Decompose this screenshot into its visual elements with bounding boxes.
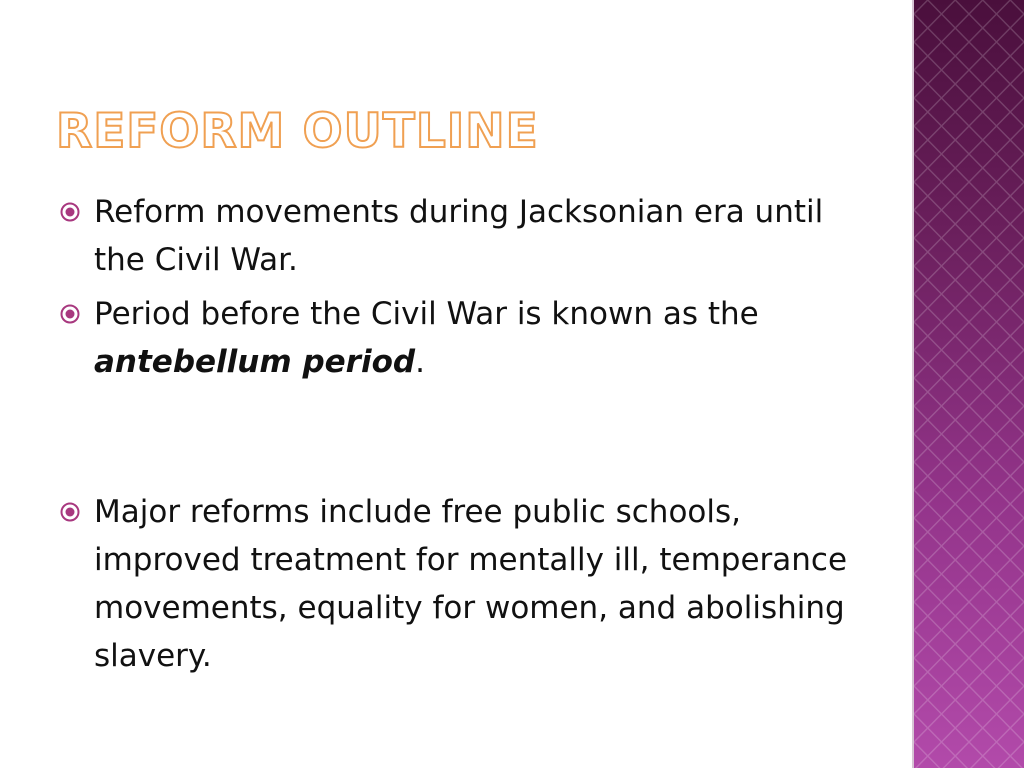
bullet-icon bbox=[60, 202, 80, 222]
emphasis-term: antebellum period bbox=[94, 344, 416, 380]
bullet-list bbox=[60, 188, 880, 680]
bullet-item-3 bbox=[60, 488, 880, 680]
bullet-text: Reform movements during Jacksonian era until the Civil War. bbox=[94, 194, 824, 278]
bullet-text: Major reforms include free public schools, improved treatment for mentally ill, temperance movements, equality for women, and abolishing slavery. bbox=[94, 494, 848, 674]
decorative-side-panel bbox=[912, 0, 1024, 768]
bullet-item-1 bbox=[60, 188, 880, 284]
bullet-item-2 bbox=[60, 290, 880, 386]
slide-title: REFORM OUTLINE bbox=[56, 104, 539, 159]
bullet-icon bbox=[60, 304, 80, 324]
bullet-text-before: Period before the Civil War is known as the bbox=[94, 296, 759, 332]
bullet-icon bbox=[60, 502, 80, 522]
bullet-text-after: . bbox=[415, 344, 425, 380]
diamond-pattern bbox=[914, 0, 1024, 768]
